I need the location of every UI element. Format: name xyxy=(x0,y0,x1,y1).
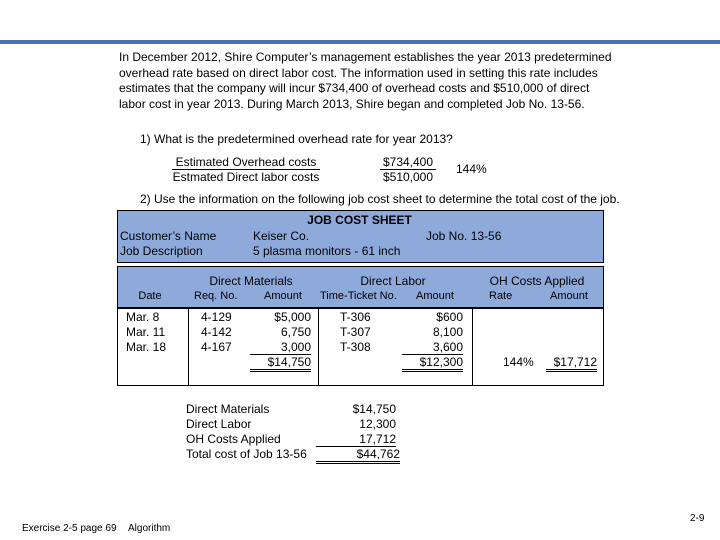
col-dl-amount: Amount xyxy=(416,290,454,302)
problem-statement: In December 2012, Shire Computer’s management establishes the year 2013 predetermined overhead rate based on direct labor cost. The information used in setting this rate includes estimates that the company will incur $734,400 of overhead costs and $510,000 of direct labor cost in year 2013. During March 2013, Shire began and completed Job No. 13-56. xyxy=(119,50,612,111)
row-dm-amount: 3,000 xyxy=(250,340,311,355)
column-divider xyxy=(318,308,319,385)
algorithm-label: Algorithm xyxy=(128,523,171,534)
col-ticket-no: Time-Ticket No. xyxy=(320,290,397,302)
customer-value: Keiser Co. xyxy=(253,229,310,243)
row-dm-amount: $5,000 xyxy=(274,310,311,324)
row-dl-amount: 3,600 xyxy=(402,340,463,355)
row-dl-amount: 8,100 xyxy=(432,325,463,339)
oh-total: $17,712 xyxy=(546,355,597,372)
column-divider xyxy=(472,308,473,385)
overhead-label: Estimated Overhead costs xyxy=(172,155,320,170)
row-req-no: 4-167 xyxy=(201,340,232,354)
dm-total: $14,750 xyxy=(250,355,311,372)
question-2: 2) Use the information on the following job cost sheet to determine the total cost of the job. xyxy=(140,192,620,206)
question-1: 1) What is the predetermined overhead rate for year 2013? xyxy=(140,132,453,146)
col-req-no: Req. No. xyxy=(194,290,238,302)
oh-rate: 144% xyxy=(503,355,534,369)
summary-label: Direct Labor xyxy=(186,417,252,431)
page-number: 2-9 xyxy=(690,513,705,524)
row-date: Mar. 11 xyxy=(126,325,166,339)
row-ticket-no: T-307 xyxy=(340,325,371,339)
labor-label: Estmated Direct labor costs xyxy=(172,170,320,184)
summary-label: Total cost of Job 13-56 xyxy=(186,447,307,461)
overhead-value: $734,400 xyxy=(380,155,436,170)
sheet-title: JOB COST SHEET xyxy=(307,213,412,227)
group-oh-costs: OH Costs Applied xyxy=(489,274,585,288)
customer-label: Customer’s Name xyxy=(120,229,217,243)
row-date: Mar. 18 xyxy=(126,340,167,354)
description-value: 5 plasma monitors - 61 inch xyxy=(253,244,401,258)
row-dm-amount: 6,750 xyxy=(280,325,311,339)
group-direct-materials: Direct Materials xyxy=(209,274,293,288)
summary-value: 12,300 xyxy=(359,417,396,431)
col-dm-amount: Amount xyxy=(264,290,302,302)
row-dl-amount: $600 xyxy=(436,310,463,324)
row-date: Mar. 8 xyxy=(126,310,160,324)
job-number: Job No. 13-56 xyxy=(426,229,502,243)
summary-value: $14,750 xyxy=(352,402,396,416)
row-req-no: 4-142 xyxy=(201,325,232,339)
labor-value: $510,000 xyxy=(382,170,434,184)
rate-result: 144% xyxy=(456,162,487,176)
summary-value: 17,712 xyxy=(316,432,396,447)
row-ticket-no: T-308 xyxy=(340,340,371,354)
col-date: Date xyxy=(138,290,162,302)
group-direct-labor: Direct Labor xyxy=(360,274,426,288)
summary-label: OH Costs Applied xyxy=(186,432,281,446)
top-accent-bar xyxy=(0,40,720,44)
description-label: Job Description xyxy=(120,244,203,258)
dl-total: $12,300 xyxy=(402,355,463,372)
exercise-reference: Exercise 2-5 page 69 xyxy=(22,523,117,534)
summary-total: $44,762 xyxy=(316,447,400,464)
column-divider xyxy=(188,308,189,385)
summary-label: Direct Materials xyxy=(186,402,270,416)
col-rate: Rate xyxy=(489,290,513,302)
col-oh-amount: Amount xyxy=(550,290,588,302)
row-req-no: 4-129 xyxy=(201,310,232,324)
row-ticket-no: T-306 xyxy=(340,310,371,324)
